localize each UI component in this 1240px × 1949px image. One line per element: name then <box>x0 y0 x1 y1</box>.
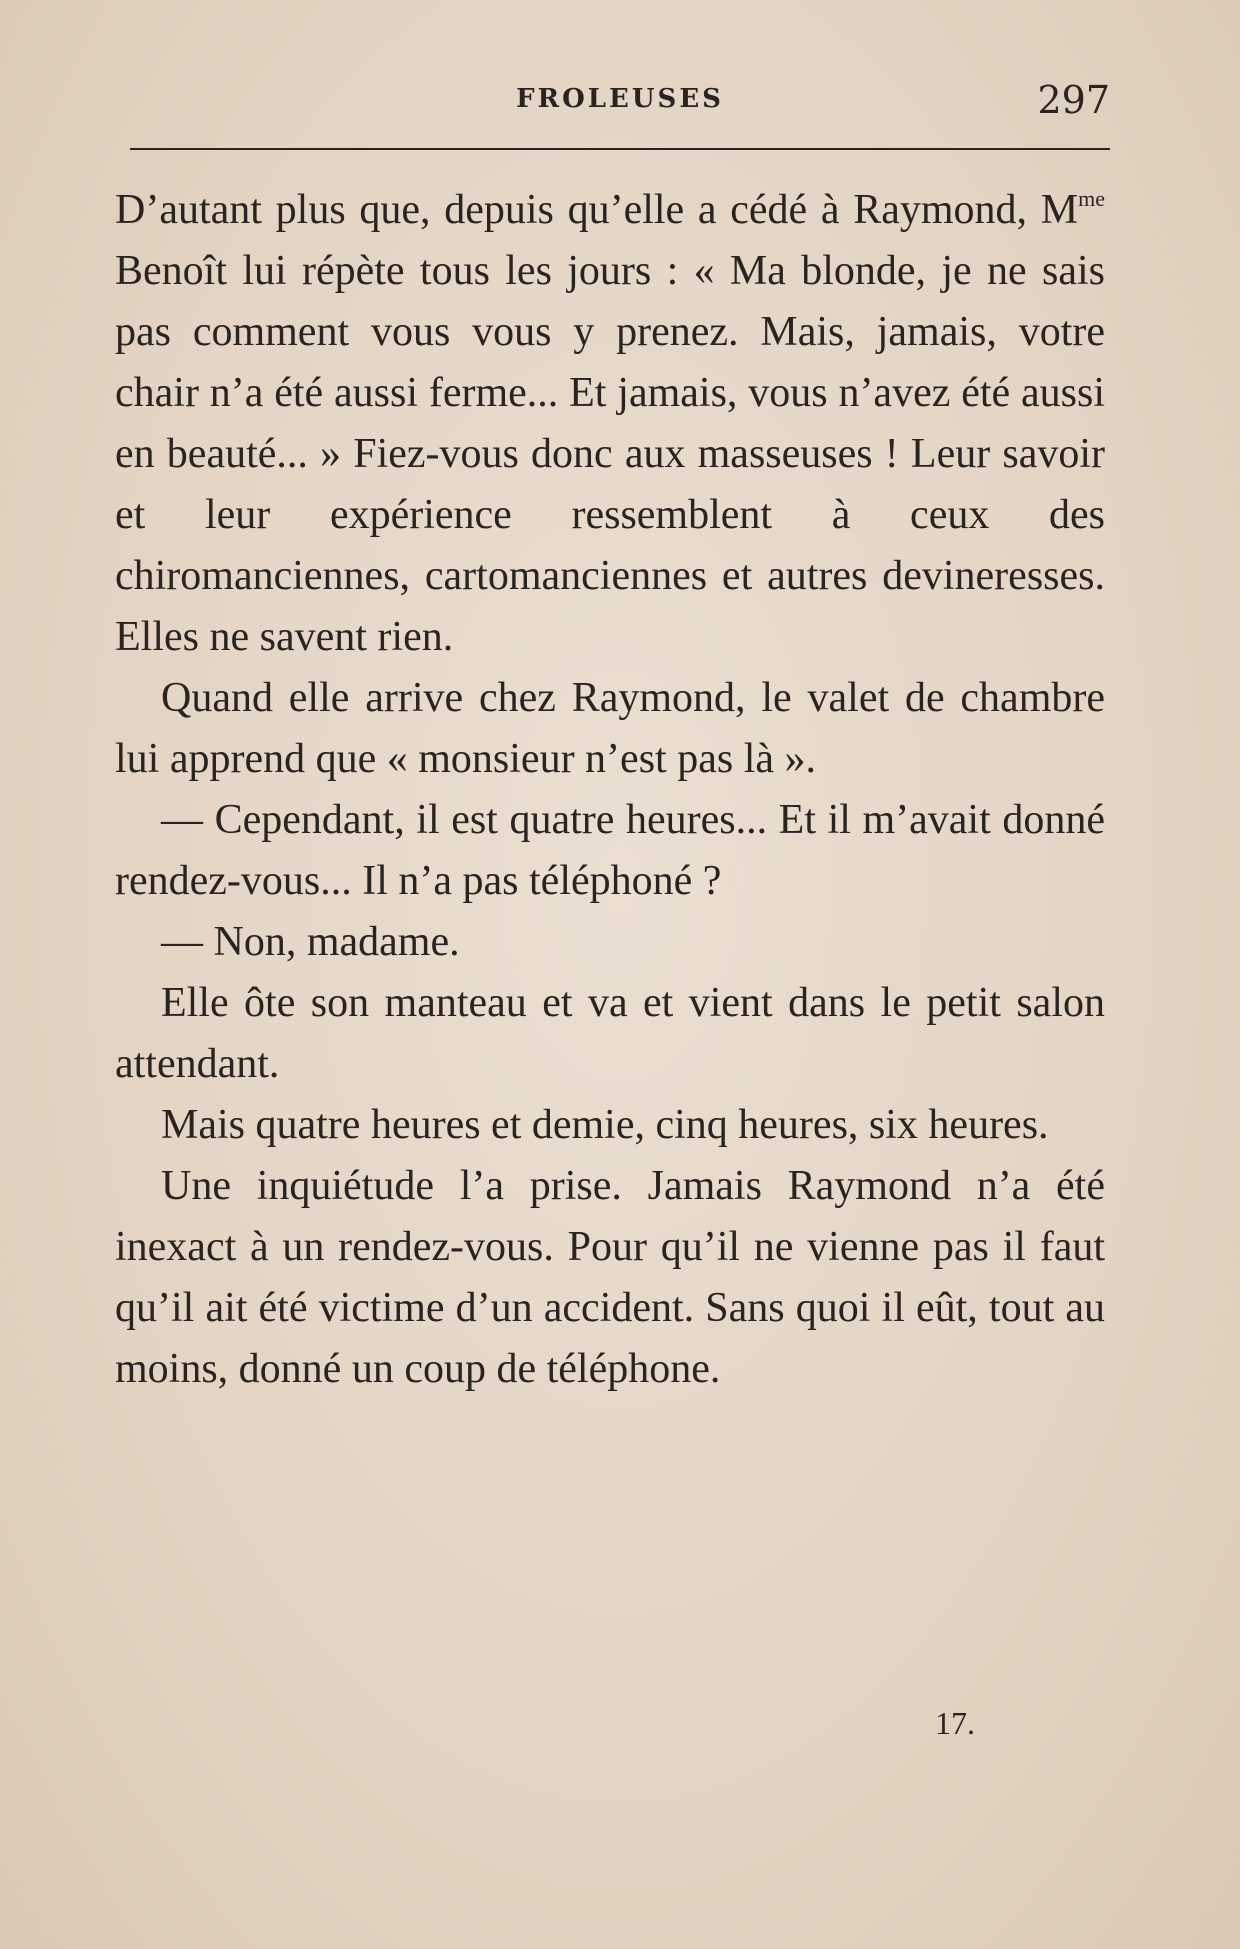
paragraph: — Cependant, il est quatre heures... Et il m’avait donné rendez-vous... Il n’a pas téléphoné ? <box>115 797 1105 904</box>
signature-mark: 17. <box>935 1705 975 1741</box>
paragraph: — Non, madame. <box>161 919 460 965</box>
paragraph-text: D’autant plus que, depuis qu’elle a cédé à Raymond, M <box>115 187 1079 233</box>
body-text <box>115 180 1105 1400</box>
title-abbreviation-superscript: me <box>1078 186 1105 211</box>
paragraph-text: Benoît lui répète tous les jours : « Ma blonde, je ne sais pas comment vous vous y prenez. Mais, jamais, votre chair n’a été aussi ferme... Et jamais, vous n’avez été aussi en beauté... » Fiez-vous donc aux masseuses ! Leur savoir et leur expérience ressemblent à ceux des chiromanciennes, cartomanciennes et autres devineresses. Elles ne savent rien. <box>115 248 1105 660</box>
paragraph: Mais quatre heures et demie, cinq heures, six heures. <box>161 1102 1049 1148</box>
paragraph: Elle ôte son manteau et va et vient dans le petit salon attendant. <box>115 980 1105 1087</box>
header-rule <box>130 148 1110 150</box>
paragraph <box>115 180 1105 668</box>
page-header <box>130 78 1110 128</box>
running-title: FROLEUSES <box>516 84 724 114</box>
paragraph: Quand elle arrive chez Raymond, le valet de chambre lui apprend que « monsieur n’est pas là ». <box>115 675 1105 782</box>
page-number: 297 <box>1037 78 1110 122</box>
paragraph: Une inquiétude l’a prise. Jamais Raymond n’a été inexact à un rendez-vous. Pour qu’il ne vienne pas il faut qu’il ait été victime d’un accident. Sans quoi il eût, tout au moins, donné un coup de téléphone. <box>115 1163 1105 1392</box>
